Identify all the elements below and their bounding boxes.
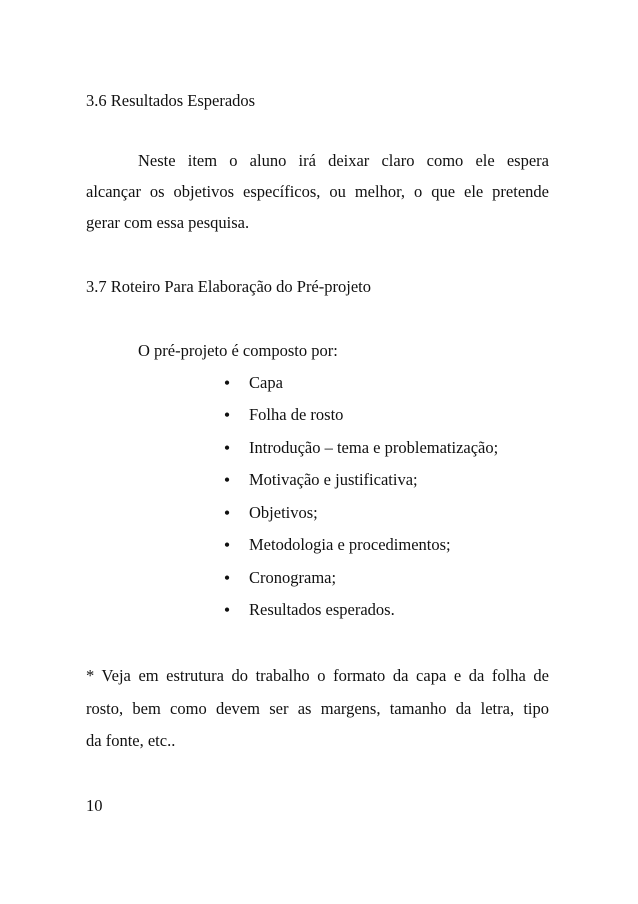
page-number: 10 bbox=[86, 796, 103, 815]
bullet-marker: • bbox=[223, 438, 231, 458]
bullet-marker: • bbox=[223, 568, 231, 588]
note-line-2: rosto, bem como devem ser as margens, tamanho da letra, tipo bbox=[86, 699, 549, 718]
section-3-6-paragraph-line-1: Neste item o aluno irá deixar claro como ele espera bbox=[138, 151, 549, 170]
list-item-text: Metodologia e procedimentos; bbox=[249, 535, 451, 554]
section-3-7-intro: O pré-projeto é composto por: bbox=[138, 341, 338, 360]
list-item-text: Cronograma; bbox=[249, 568, 337, 587]
bullet-marker: • bbox=[223, 535, 231, 555]
section-3-6-heading: 3.6 Resultados Esperados bbox=[86, 91, 256, 110]
list-item-text: Objetivos; bbox=[249, 503, 318, 522]
list-item-text: Introdução – tema e problematização; bbox=[249, 438, 499, 457]
section-3-7-heading: 3.7 Roteiro Para Elaboração do Pré-projeto bbox=[86, 277, 371, 296]
bullet-marker: • bbox=[223, 373, 231, 393]
list-item-text: Motivação e justificativa; bbox=[249, 470, 418, 489]
list-item-text: Capa bbox=[249, 373, 283, 392]
bullet-marker: • bbox=[223, 503, 231, 523]
bullet-marker: • bbox=[223, 470, 231, 490]
section-3-6-paragraph-line-3: gerar com essa pesquisa. bbox=[86, 213, 250, 232]
list-item-text: Resultados esperados. bbox=[249, 600, 395, 619]
list-item-text: Folha de rosto bbox=[249, 405, 344, 424]
section-3-6-paragraph-line-2: alcançar os objetivos específicos, ou melhor, o que ele pretende bbox=[86, 182, 549, 201]
bullet-marker: • bbox=[223, 405, 231, 425]
note-line-1: * Veja em estrutura do trabalho o formato da capa e da folha de bbox=[86, 666, 549, 685]
bullet-marker: • bbox=[223, 600, 231, 620]
note-line-3: da fonte, etc.. bbox=[86, 731, 176, 750]
